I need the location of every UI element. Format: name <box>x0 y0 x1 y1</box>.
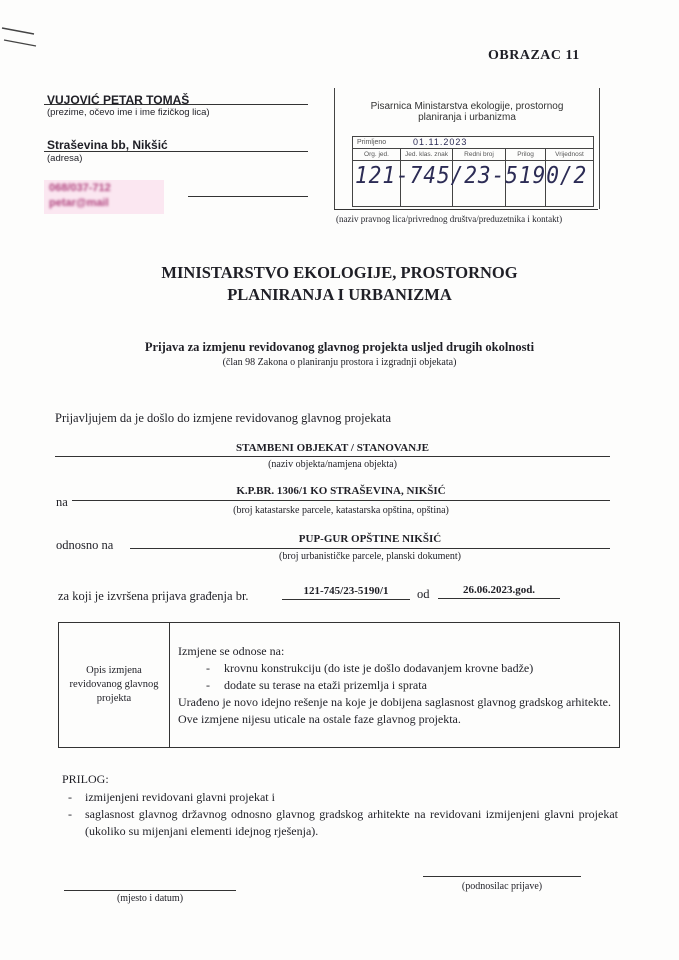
margin-scribble <box>0 22 40 52</box>
description-content <box>170 623 620 748</box>
construction-prefix: za koji je izvršena prijava građenja br. <box>58 589 249 603</box>
stamp-received-label: Primljeno <box>357 139 387 146</box>
form-subtitle: (član 98 Zakona o planiranju prostora i izgradnji objekata) <box>222 357 457 368</box>
stamp-col-org: Org. jed. <box>353 149 401 160</box>
stamp-header-line2: planiranja i urbanizma <box>418 112 516 123</box>
place-date-line <box>64 890 236 891</box>
stamp-handwritten-number: 121-745/23-5190/2 <box>355 163 588 189</box>
applicant-name: VUJOVIĆ PETAR TOMAŠ <box>47 93 190 107</box>
stamp-received-date: 01.11.2023 <box>413 137 468 147</box>
contact-line <box>188 196 308 197</box>
form-title: Prijava za izmjenu revidovanog glavnog projekta usljed drugih okolnosti <box>144 340 535 354</box>
description-intro: Izmjene se odnose na: <box>178 643 285 658</box>
applicant-name-caption: (prezime, očevo ime i ime fizičkog lica) <box>47 107 210 118</box>
planning-line <box>130 548 610 549</box>
stamp-header-row <box>353 149 593 161</box>
applicant-address-caption: (adresa) <box>47 153 83 164</box>
construction-date-line <box>438 598 560 599</box>
object-caption: (naziv objekta/namjena objekta) <box>268 459 397 470</box>
stamp-header <box>342 101 592 123</box>
description-table <box>58 622 620 748</box>
signature-line <box>423 876 581 877</box>
location-value: K.P.BR. 1306/1 KO STRAŠEVINA, NIKŠIĆ <box>236 485 446 497</box>
stamp-col-number: Redni broj <box>453 149 506 160</box>
planning-prefix: odnosno na <box>56 538 114 552</box>
applicant-name-line <box>44 104 308 105</box>
object-line <box>55 456 610 457</box>
applicant-phone-redacted: 068/037-712 <box>49 182 111 194</box>
object-value: STAMBENI OBJEKAT / STANOVANJE <box>235 442 430 454</box>
attachment-item: - izmijenjeni revidovani glavni projekat i <box>62 789 618 806</box>
stamp-col-value: Vrijednost <box>555 151 584 158</box>
description-label: Opis izmjena revidovanog glavnog projekta <box>59 623 170 748</box>
applicant-address-line <box>44 151 308 152</box>
applicant-email-redacted: petar@mail <box>49 197 109 209</box>
description-item: - krovnu konstrukciju (do iste je došlo dodavanjem krovne badže) <box>178 660 611 677</box>
planning-value: PUP-GUR OPŠTINE NIKŠIĆ <box>298 533 442 545</box>
construction-number-line <box>282 599 410 600</box>
location-caption: (broj katastarske parcele, katastarska opština, opština) <box>233 505 449 516</box>
stamp-bottom-line <box>334 209 598 210</box>
ministry-line2: PLANIRANJA I URBANIZMA <box>227 285 452 304</box>
intro-text: Prijavljujem da je došlo do izmjene revidovanog glavnog projekata <box>55 411 392 425</box>
attachments-label: PRILOG: <box>62 772 109 786</box>
construction-number: 121-745/23-5190/1 <box>303 585 389 597</box>
attachment-item: - saglasnost glavnog državnog odnosno glavnog gradskog arhitekte na revidovani izmijenjeni glavni projekat (ukoliko su mijenjani elementi idejnog rješenja). <box>62 806 618 840</box>
stamp-received-row <box>353 137 593 149</box>
description-paragraph: Urađeno je novo idejno rešenje na koje je dobijena saglasnost glavnog gradskog arhitekte. Ove izmjene nijesu uticale na ostale faze glavnog projekta. <box>178 694 611 726</box>
stamp-caption: (naziv pravnog lica/privrednog društva/preduzetnika i kontakt) <box>336 214 563 224</box>
description-item: - dodate su terase na etaži prizemlja i sprata <box>178 677 611 694</box>
stamp-grid <box>352 136 594 207</box>
location-prefix: na <box>56 495 68 509</box>
stamp-col-attachment: Prilog <box>506 149 546 160</box>
ministry-heading <box>0 262 679 306</box>
attachments-list <box>62 789 618 840</box>
place-date-caption: (mjesto i datum) <box>116 893 184 904</box>
location-line <box>72 500 610 501</box>
construction-from-label: od <box>417 587 430 601</box>
stamp-col-delivery: Jed. klas. znak <box>401 149 453 160</box>
form-code: OBRAZAC 11 <box>488 48 580 63</box>
applicant-signature-caption: (podnosilac prijave) <box>461 881 543 892</box>
applicant-address: Straševina bb, Nikšić <box>47 138 168 152</box>
ministry-line1: MINISTARSTVO EKOLOGIJE, PROSTORNOG <box>161 263 518 282</box>
stamp-header-line1: Pisarnica Ministarstva ekologije, prostornog <box>370 101 564 112</box>
planning-caption: (broj urbanističke parcele, planski dokument) <box>279 551 461 562</box>
description-list <box>178 660 611 694</box>
construction-date: 26.06.2023.god. <box>462 584 536 596</box>
